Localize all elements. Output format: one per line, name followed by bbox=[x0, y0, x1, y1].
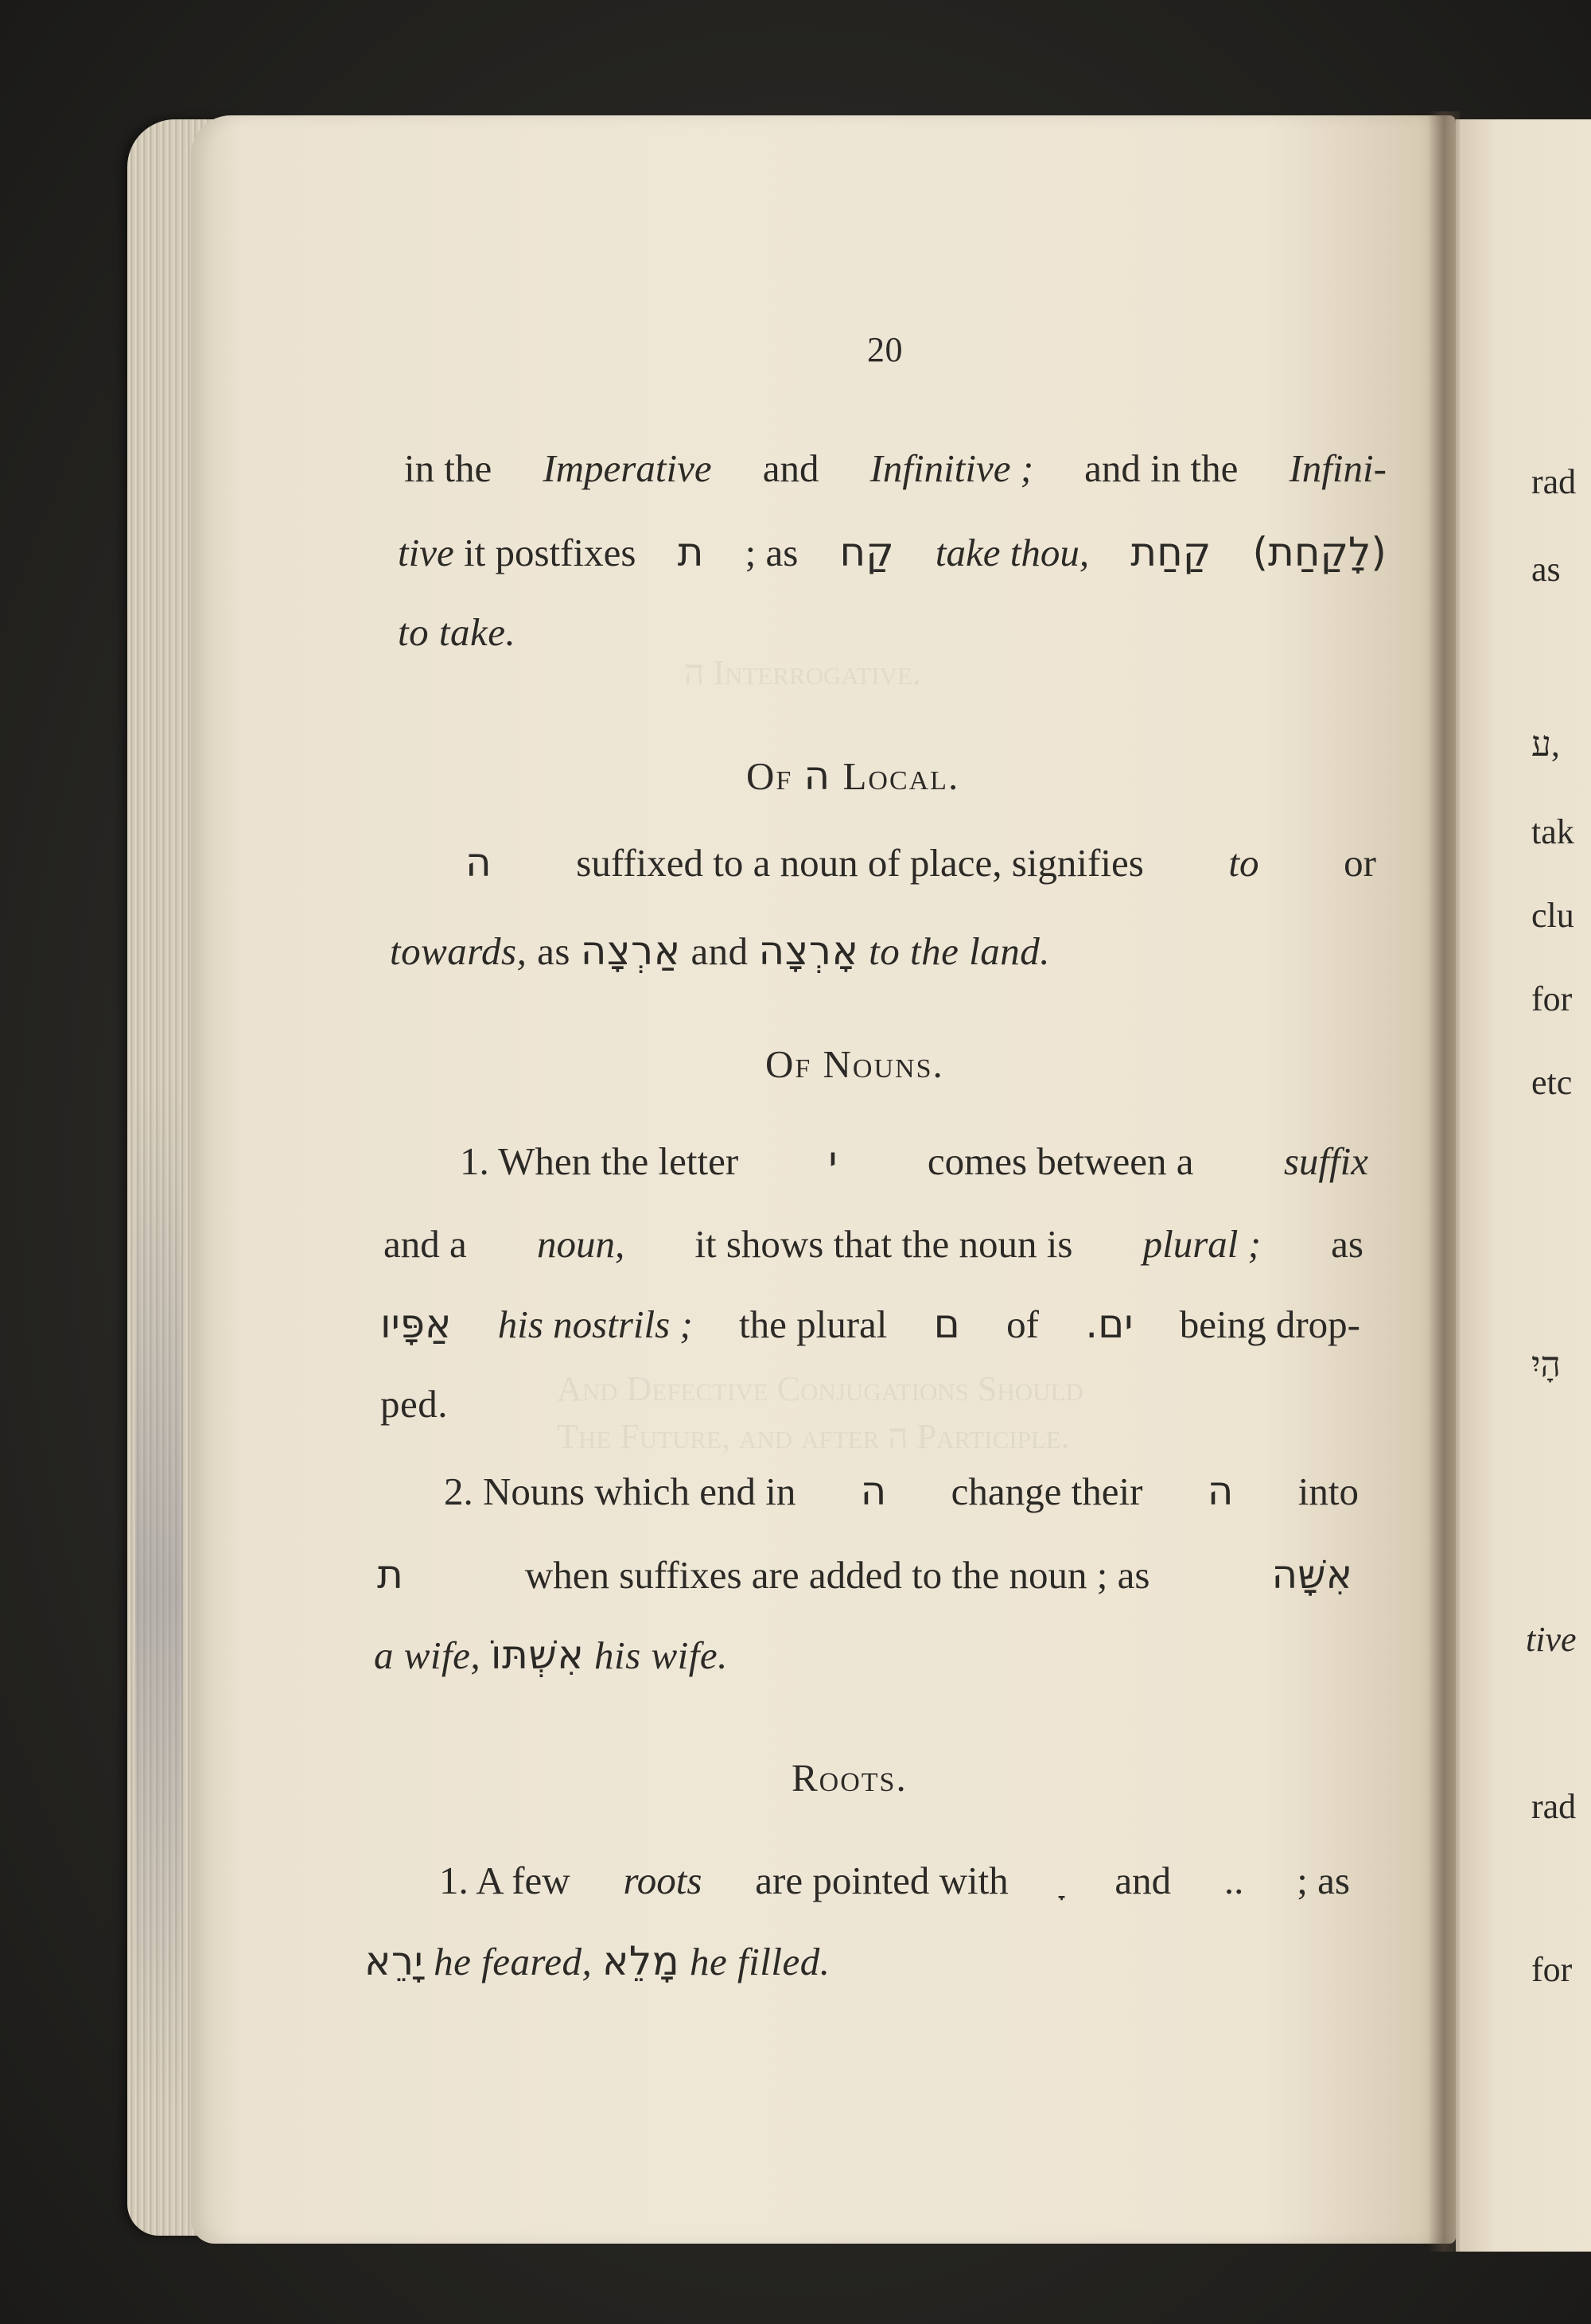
text: change their bbox=[951, 1470, 1143, 1513]
text: and bbox=[1114, 1859, 1172, 1902]
hebrew-word: יָרֵא bbox=[364, 1938, 424, 1984]
text-line bbox=[398, 529, 1387, 575]
facing-page-word: הָיִ bbox=[1531, 1345, 1561, 1384]
facing-page-word: for bbox=[1531, 1950, 1573, 1989]
gloss: he filled. bbox=[679, 1940, 831, 1983]
facing-page-word: clu bbox=[1531, 896, 1574, 935]
text: ; as bbox=[745, 531, 799, 574]
hebrew-word: ים. bbox=[1085, 1301, 1134, 1347]
term: suffix bbox=[1283, 1139, 1368, 1183]
text: as bbox=[527, 929, 581, 973]
page-number: 20 bbox=[867, 330, 903, 369]
facing-page-word: tive bbox=[1526, 1620, 1577, 1659]
gloss: his wife. bbox=[584, 1633, 728, 1677]
text: being drop- bbox=[1179, 1302, 1360, 1346]
hebrew-word: אָרְצָה bbox=[758, 928, 859, 974]
text-line bbox=[374, 1631, 728, 1680]
facing-page-word: ע, bbox=[1531, 725, 1560, 764]
hebrew-letter: ם bbox=[933, 1301, 960, 1347]
text-line bbox=[465, 839, 1376, 886]
term-tive: tive bbox=[398, 531, 454, 574]
text: of bbox=[1006, 1302, 1039, 1346]
facing-page-word: tak bbox=[1531, 812, 1574, 851]
facing-page-word: for bbox=[1531, 979, 1573, 1018]
gloss: towards, bbox=[390, 929, 527, 973]
hebrew-letter: י bbox=[828, 1138, 838, 1184]
text-line bbox=[444, 1468, 1359, 1514]
text: 1. When the letter bbox=[460, 1139, 739, 1183]
text-line bbox=[364, 1937, 830, 1986]
text: when suffixes are added to the noun ; as bbox=[524, 1553, 1150, 1597]
text-line bbox=[398, 609, 515, 656]
text: as bbox=[1331, 1222, 1363, 1266]
text: comes between a bbox=[927, 1139, 1194, 1183]
hebrew-letter: ה bbox=[1207, 1468, 1234, 1514]
text-line bbox=[404, 446, 1387, 491]
text: and bbox=[762, 446, 819, 490]
text-line bbox=[380, 1301, 1360, 1347]
hebrew-word: אַרְצָה bbox=[580, 928, 681, 974]
hebrew-letter: ת bbox=[377, 1551, 403, 1598]
section-heading bbox=[746, 752, 959, 800]
show-through-line: ה Interrogative. bbox=[684, 653, 921, 692]
gloss: he feared, bbox=[423, 1940, 593, 1983]
text: it shows that the noun is bbox=[694, 1222, 1073, 1266]
hebrew-word: מָלֵא bbox=[601, 1938, 680, 1984]
term: plural ; bbox=[1142, 1222, 1261, 1266]
text: and in the bbox=[1084, 446, 1239, 490]
hebrew-letter: ת bbox=[677, 529, 704, 575]
hebrew-word: (לָקַחַת) bbox=[1252, 529, 1387, 575]
facing-page-word: etc bbox=[1531, 1063, 1573, 1102]
vowel-mark: .. bbox=[1223, 1859, 1244, 1902]
hebrew-word: קַחַת bbox=[1130, 529, 1212, 575]
text: it postfixes bbox=[453, 531, 636, 574]
hebrew-word: אִשְׁתּוֹ bbox=[490, 1632, 585, 1678]
text: in the bbox=[404, 446, 492, 490]
text-line bbox=[439, 1858, 1350, 1903]
show-through-line: The Future, and after ה Participle. bbox=[557, 1417, 1070, 1456]
facing-page-word: rad bbox=[1531, 462, 1577, 501]
text: ; as bbox=[1297, 1859, 1350, 1902]
text: suffixed to a noun of place, signifies bbox=[576, 841, 1144, 885]
term-infinitive: Infinitive ; bbox=[869, 446, 1034, 490]
hebrew-letter: ה bbox=[465, 839, 492, 886]
heading-text: Of bbox=[746, 754, 804, 798]
term-infinitive-hyphen: Infini- bbox=[1289, 446, 1387, 490]
hebrew-word: אִשָּׁה bbox=[1271, 1551, 1352, 1598]
text: are pointed with bbox=[755, 1859, 1009, 1902]
text: or bbox=[1344, 841, 1376, 885]
heading-text: Local. bbox=[831, 754, 960, 798]
facing-page-word: as bbox=[1531, 550, 1561, 589]
text-line bbox=[383, 1221, 1363, 1267]
text: and bbox=[680, 929, 759, 973]
text-line bbox=[460, 1138, 1368, 1184]
hebrew-word: קַח bbox=[839, 529, 894, 575]
gloss: to bbox=[1228, 841, 1259, 885]
term: noun, bbox=[536, 1222, 625, 1266]
text: 1. A few bbox=[439, 1859, 570, 1902]
text-line bbox=[377, 1551, 1352, 1598]
gloss: his nostrils ; bbox=[497, 1302, 693, 1346]
term: roots bbox=[623, 1859, 702, 1902]
gloss: take thou, bbox=[935, 531, 1090, 574]
facing-page-word: rad bbox=[1531, 1787, 1577, 1826]
text-line bbox=[390, 927, 1050, 975]
section-heading: Of Nouns. bbox=[765, 1042, 944, 1086]
hebrew-letter: ה bbox=[860, 1468, 887, 1514]
gloss: a wife, bbox=[374, 1633, 481, 1677]
text-line: ped. bbox=[380, 1382, 448, 1426]
text: 2. Nouns which end in bbox=[444, 1470, 796, 1513]
show-through-line: And Defective Conjugations Should bbox=[557, 1369, 1083, 1408]
gloss: to take. bbox=[398, 610, 516, 654]
hebrew-letter: ה bbox=[803, 753, 832, 799]
text: and a bbox=[383, 1222, 467, 1266]
gloss: to the land. bbox=[858, 929, 1051, 973]
section-heading: Roots. bbox=[792, 1756, 908, 1800]
text: the plural bbox=[739, 1302, 888, 1346]
term-imperative: Imperative bbox=[543, 446, 712, 490]
hebrew-word: אַפָּיו bbox=[380, 1301, 452, 1347]
text: into bbox=[1297, 1470, 1359, 1513]
